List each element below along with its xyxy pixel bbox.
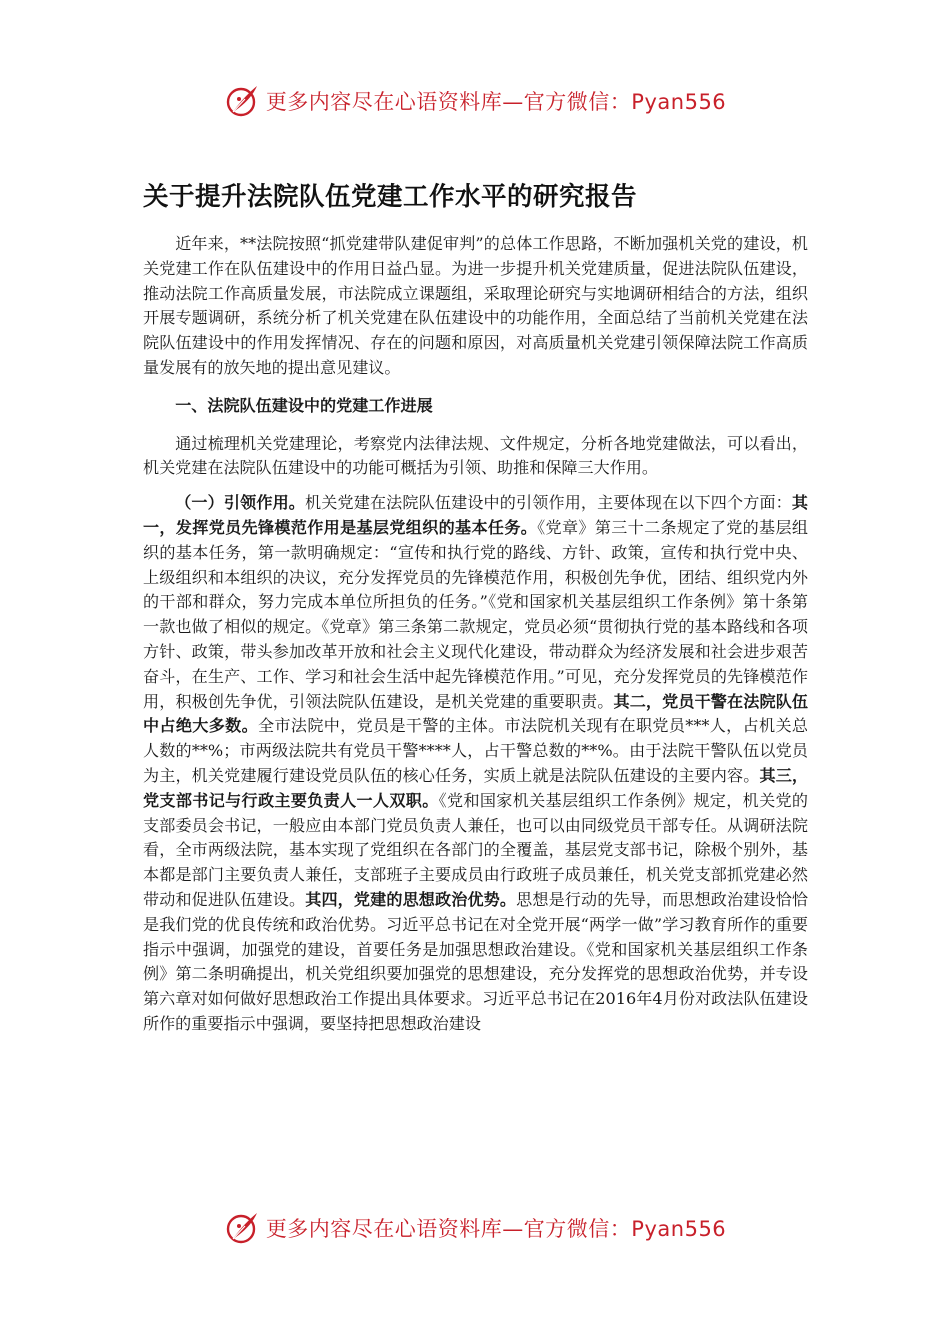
document-title: 关于提升法院队伍党建工作水平的研究报告 xyxy=(143,182,638,212)
header-watermark-banner xyxy=(0,79,950,123)
paragraph-text: 《党章》第三十二条规定了党的基层组织的基本任务，第一款明确规定：“宣传和执行党的路线、方针、政策，宣传和执行党中央、上级组织和本组织的决议，充分发挥党员的先锋模范作用，积极创先争优，团结、组织党内外的干部和群众，努力完成本单位所担负的任务。”《党和国家机关基层组织工作条例》第十条第一款也做了相似的规定。《党章》第三条第二款规定，党员必须“贯彻执行党的基本路线和各项方针、政策，带头参加改革开放和社会主义现代化建设，带动群众为经济发展和社会进步艰苦奋斗，在生产、工作、学习和社会生活中起先锋模范作用。”可见，充分发挥党员的先锋模范作用，积极创先争优，引领法院队伍建设，是机关党建的重要职责。 xyxy=(143,517,808,711)
point-two-heading: 其二，党员干警在法院队伍中占绝大多数。 xyxy=(143,691,809,736)
intro-paragraph: 近年来，**法院按照“抓党建带队建促审判”的总体工作思路，不断加强机关党的建设，机关党建工作在队伍建设中的作用日益凸显。为进一步提升机关党建质量，促进法院队伍建设，推动法院工作高质量发展，市法院成立课题组，采取理论研究与实地调研相结合的方法，组织开展专题调研，系统分析了机关党建在队伍建设中的功能作用，全面总结了当前机关党建在法院队伍建设中的作用发挥情况、存在的问题和原因，对高质量机关党建引领保障法院工作高质量发展有的放矢地的提出意见建议。 xyxy=(143,234,808,377)
paragraph-text: 思想是行动的先导，而思想政治建设恰恰是我们党的优良传统和政治优势。习近平总书记在对全党开展“两学一做”学习教育所作的重要指示中强调，加强党的建设，首要任务是加强思想政治建设。《党和国家机关基层组织工作条例》第二条明确提出，机关党组织要加强党的思想建设，充分发挥党的思想政治优势，并专设第六章对如何做好思想政治工作提出具体要求。习近平总书记在2016年4月份对政法队伍建设所作的重要指示中强调，要坚持把思想政治建设 xyxy=(143,889,809,1033)
paragraph-text: 《党和国家机关基层组织工作条例》规定，机关党的支部委员会书记，一般应由本部门党员负责人兼任，也可以由同级党员干部专任。从调研法院看，全市两级法院，基本实现了党组织在各部门的全覆盖，基层党支部书记，除极个别外，基本都是部门主要负责人兼任，支部班子主要成员由行政班子成员兼任，机关党支部抓党建必然带动和促进队伍建设。 xyxy=(143,790,809,909)
banner-text: 更多内容尽在心语资料库—官方微信：Pyan556 xyxy=(265,90,727,114)
quill-pen-logo-icon xyxy=(224,83,260,119)
banner-text: 更多内容尽在心语资料库—官方微信：Pyan556 xyxy=(265,1217,727,1241)
section-paragraph: 通过梳理机关党建理论，考察党内法律法规、文件规定，分析各地党建做法，可以看出，机关党建在法院队伍建设中的功能可概括为引领、助推和保障三大作用。 xyxy=(143,433,808,478)
document-body xyxy=(143,232,808,1037)
paragraph-text: 全市法院中，党员是干警的主体。市法院机关现有在职党员***人，占机关总人数的**%；市两级法院共有党员干警****人，占干警总数的**%。由于法院干警队伍以党员为主，机关党建履行建设党员队伍的核心任务，实质上就是法院队伍建设的主要内容。 xyxy=(143,716,809,785)
point-four-heading: 其四，党建的思想政治优势。 xyxy=(305,889,517,909)
leading-role-paragraph xyxy=(143,491,808,1037)
section-heading: 一、法院队伍建设中的党建工作进展 xyxy=(175,395,433,415)
paragraph-text: 机关党建在法院队伍建设中的引领作用，主要体现在以下四个方面： xyxy=(305,493,792,513)
point-three-heading: 其三，党支部书记与行政主要负责人一人双职。 xyxy=(143,765,809,810)
quill-pen-logo-icon xyxy=(224,1210,260,1246)
subheading-leading-role: （一）引领作用。 xyxy=(175,493,306,513)
point-one-heading: 其一，发挥党员先锋模范作用是基层党组织的基本任务。 xyxy=(143,493,809,537)
footer-watermark-banner xyxy=(0,1206,950,1250)
